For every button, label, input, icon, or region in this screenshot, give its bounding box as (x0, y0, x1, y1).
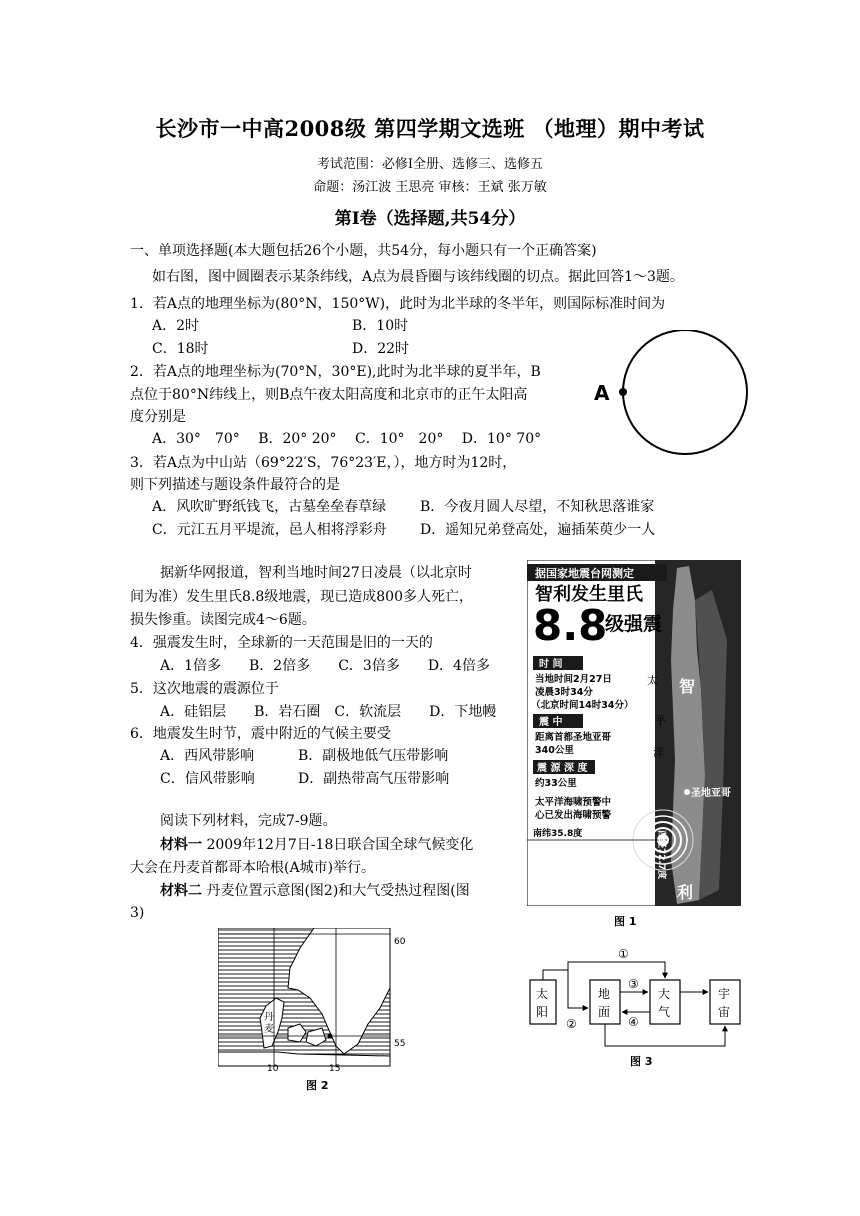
label-n3: ③ (628, 977, 639, 991)
fig2-country-1: 丹 (264, 1012, 274, 1023)
material-2-label: 材料二 (160, 883, 202, 899)
question-2-stem-line1: 2．若A点的地理坐标为(70°N，30°E),此时为北半球的夏半年，B (130, 364, 541, 380)
material-2-line1 (160, 881, 470, 901)
q6-option-b: B．副极地低气压带影响 (298, 748, 449, 764)
figure-1-caption: 图 1 (614, 915, 637, 928)
space-label-1: 宇 (718, 987, 731, 1001)
material-2-line2: 3) (130, 905, 145, 921)
material-2-text1: 丹麦位置示意图(图2)和大气受热过程图(图 (202, 883, 470, 899)
fig1-epicenter-text2: 340公里 (535, 745, 574, 756)
q2-options: A．30° 70° B．20° 20° C．10° 20° D．10° 70° (152, 431, 542, 447)
q6-option-a: A．西风带影响 (160, 748, 255, 764)
fig2-lat55: 55 (394, 1039, 406, 1049)
q3-option-a: A．风吹旷野纸钱飞，古墓垒垒春草绿 (152, 499, 387, 515)
intro-4-6-line2: 间为准）发生里氏8.8级地震，现已造成800多人死亡， (130, 589, 473, 605)
q6-option-d: D．副热带高气压带影响 (298, 771, 450, 787)
q1-option-b: B．10时 (352, 318, 409, 334)
fig1-longitude: 西经72.7度 (656, 830, 666, 880)
material-1-text1: 2009年12月7日-18日联合国全球气候变化 (202, 837, 474, 853)
label-n1: ① (618, 947, 629, 961)
figure-3-heating-diagram (528, 942, 744, 1058)
exam-scope: 考试范围：必修Ⅰ全册、选修三、选修五 (316, 157, 544, 172)
arrow-1 (543, 962, 665, 980)
question-2-stem-line3: 度分别是 (130, 409, 186, 425)
question-3-stem-line1: 3．若A点为中山站（69°22′S，76°23′E，），地方时为12时， (130, 455, 517, 471)
q3-option-c: C．元江五月平堤流，邑人相将浮彩舟 (152, 522, 387, 538)
q1-option-d: D．22时 (352, 341, 410, 357)
material-1-line1 (160, 835, 473, 855)
fig1-epicenter-label: 震 中 (539, 717, 563, 728)
label-n2: ② (566, 1017, 577, 1031)
q4-options: A．1倍多 B．2倍多 C．3倍多 D．4倍多 (160, 658, 490, 674)
q3-option-d: D．遥知兄弟登高处，遍插茱萸少一人 (420, 522, 656, 538)
q6-option-c: C．信风带影响 (160, 771, 255, 787)
question-5-stem: 5．这次地震的震源位于 (130, 681, 279, 697)
material-1-line2: 大会在丹麦首都哥本哈根(A城市)举行。 (130, 860, 376, 876)
fig1-capital: 圣地亚哥 (691, 788, 731, 799)
fig1-epicenter-text1: 距离首都圣地亚哥 (535, 732, 612, 743)
copenhagen-point (328, 1034, 333, 1039)
point-a-label: A (594, 381, 610, 405)
fig1-headline-1: 智利发生里氏 (535, 584, 643, 605)
atmos-label-1: 大 (658, 987, 671, 1001)
sun-label-2: 阳 (536, 1005, 549, 1019)
space-label-2: 宙 (718, 1005, 731, 1019)
fig1-depth-text: 约33公里 (535, 778, 577, 789)
question-1-stem: 1．若A点的地理坐标为(80°N，150°W)，此时为北半球的冬半年，则国际标准时间为 (130, 296, 666, 312)
latitude-circle-figure (590, 330, 750, 458)
q5-options: A．硅铝层 B．岩石圈 C．软流层 D．下地幔 (160, 704, 497, 720)
fig1-warning-2: 心已发出海啸预警 (535, 810, 612, 821)
question-2-stem-line2: 点位于80°N纬线上，则B点午夜太阳高度和北京市的正午太阳高 (130, 387, 528, 403)
fig1-depth-label: 震 源 深 度 (537, 763, 588, 774)
point-a (619, 388, 627, 396)
sun-label-1: 太 (536, 987, 549, 1001)
fig1-banner: 据国家地震台网测定 (535, 567, 634, 580)
intro-7-9: 阅读下列材料，完成7-9题。 (160, 813, 337, 829)
material-1-label: 材料一 (160, 837, 202, 853)
ground-label-1: 地 (598, 987, 611, 1001)
q1-option-a: A．2时 (152, 318, 200, 334)
arrow-ground-space (605, 1024, 725, 1046)
label-n4: ④ (628, 1015, 639, 1029)
fig2-lat60: 60 (394, 937, 406, 947)
ground-label-2: 面 (598, 1005, 611, 1019)
atmos-label-2: 气 (658, 1005, 671, 1019)
question-4-stem: 4．强震发生时，全球新的一天范围是旧的一天的 (130, 635, 433, 651)
q3-option-b: B．今夜月圆人尽望，不知秋思落谁家 (420, 499, 655, 515)
fig1-time-beijing: （北京时间14时34分） (531, 700, 634, 711)
part-heading: 第Ⅰ卷（选择题,共54分） (334, 209, 526, 229)
arrow-2 (568, 970, 588, 1008)
latitude-circle (623, 330, 747, 454)
fig1-warning-1: 太平洋海啸预警中 (535, 797, 612, 808)
figure-2-denmark-map (218, 928, 408, 1068)
fig1-ocean-3: 洋 (653, 746, 664, 759)
question-6-stem: 6．地震发生时节，震中附近的气候主要受 (130, 726, 391, 742)
fig1-country-1: 智 (679, 677, 696, 696)
section-heading: 一、单项选择题(本大题包括26个小题，共54分，每小题只有一个正确答案) (130, 243, 597, 259)
fig1-ocean-2: 平 (655, 714, 666, 727)
fig1-ocean-1: 太 (647, 674, 658, 687)
figure-2-caption: 图 2 (306, 1079, 329, 1092)
fig2-lon15: 15 (329, 1064, 341, 1074)
page-title: 长沙市一中高2008级 第四学期文选班 （地理）期中考试 (155, 116, 705, 141)
intro-1-3: 如右图，图中圆圈表示某条纬线，A点为晨昏圈与该纬线圈的切点。据此回答1～3题。 (152, 269, 684, 285)
fig1-headline-magnitude: 8.8 (533, 601, 608, 650)
fig1-latitude: 南纬35.8度 (533, 829, 583, 839)
q1-option-c: C．18时 (152, 341, 209, 357)
figure-1-earthquake-poster (527, 560, 741, 906)
fig2-country-2: 麦 (264, 1024, 274, 1035)
fig1-time-local: 当地时间2月27日 (535, 674, 612, 685)
figure-3-caption: 图 3 (630, 1055, 653, 1068)
exam-authors: 命题：汤江波 王思亮 审核：王斌 张万敏 (313, 180, 547, 195)
fig2-lon10: 10 (267, 1064, 279, 1074)
fig1-time-label: 时 间 (539, 659, 563, 670)
intro-4-6-line3: 损失惨重。读图完成4～6题。 (130, 612, 316, 628)
question-3-stem-line2: 则下列描述与题设条件最符合的是 (130, 477, 340, 493)
fig1-headline-2: 级强震 (605, 613, 663, 635)
intro-4-6-line1: 据新华网报道，智利当地时间27日凌晨（以北京时 (160, 565, 472, 581)
fig1-time-local2: 凌晨3时34分 (535, 687, 593, 698)
fig1-country-2: 利 (677, 883, 694, 902)
